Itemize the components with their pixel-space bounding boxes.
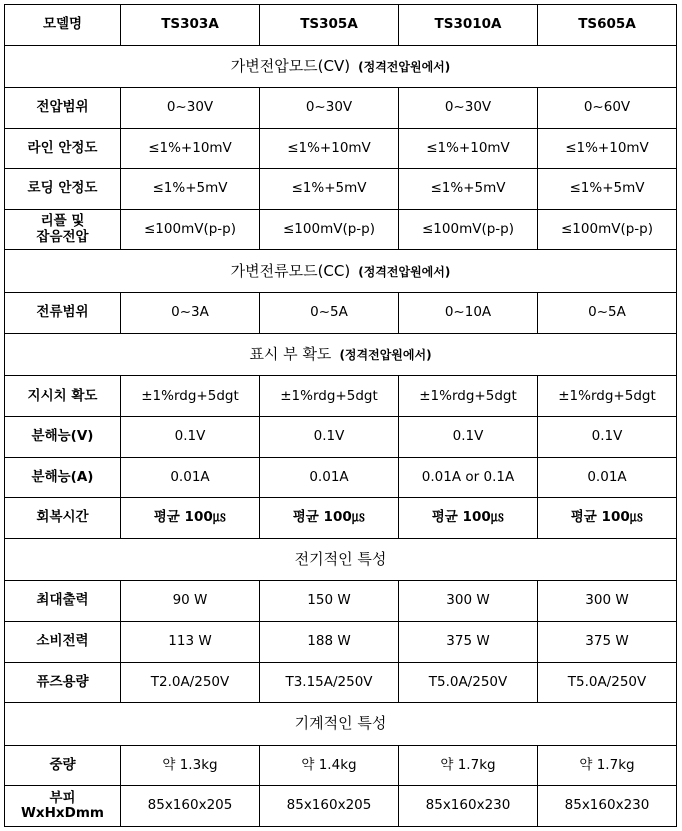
- row-label: 지시치 확도: [5, 376, 121, 417]
- spec-row: [5, 293, 677, 334]
- row-label: 소비전력: [5, 621, 121, 662]
- row-value: ±1%rdg+5dgt: [121, 376, 260, 417]
- row-label: 로딩 안정도: [5, 169, 121, 210]
- row-value: 0.01A: [260, 457, 399, 498]
- row-value: 375 W: [399, 621, 538, 662]
- spec-table-body: [5, 5, 677, 827]
- row-value: 85x160x230: [538, 786, 677, 827]
- row-value: 85x160x205: [121, 786, 260, 827]
- row-value: 300 W: [538, 581, 677, 622]
- row-value: 약 1.7kg: [399, 745, 538, 786]
- row-value: 0~5A: [538, 293, 677, 334]
- section-row: [5, 250, 677, 293]
- row-value: 0.01A: [121, 457, 260, 498]
- spec-row: [5, 786, 677, 827]
- row-value: ≤100mV(p-p): [538, 209, 677, 250]
- spec-row: [5, 745, 677, 786]
- row-value: 약 1.7kg: [538, 745, 677, 786]
- spec-row: [5, 209, 677, 250]
- row-label: 퓨즈용량: [5, 662, 121, 703]
- row-value: 0~3A: [121, 293, 260, 334]
- row-value: ≤1%+5mV: [121, 169, 260, 210]
- spec-row: [5, 169, 677, 210]
- row-value: 375 W: [538, 621, 677, 662]
- row-value: ±1%rdg+5dgt: [260, 376, 399, 417]
- row-value: 0.1V: [399, 417, 538, 458]
- row-value: 평균 100㎲: [121, 498, 260, 539]
- section-heading: [5, 538, 677, 581]
- row-value: 0.01A or 0.1A: [399, 457, 538, 498]
- header-row: [5, 5, 677, 46]
- section-heading: [5, 703, 677, 746]
- row-value: T3.15A/250V: [260, 662, 399, 703]
- spec-row: [5, 581, 677, 622]
- spec-row: [5, 128, 677, 169]
- row-value: ≤1%+10mV: [260, 128, 399, 169]
- row-value: 0~30V: [399, 88, 538, 129]
- row-value: ≤1%+5mV: [399, 169, 538, 210]
- section-note: (정격전압원에서): [358, 59, 451, 74]
- spec-row: [5, 498, 677, 539]
- model-name-0: TS303A: [121, 5, 260, 46]
- spec-row: [5, 457, 677, 498]
- section-title: 표시 부 확도: [249, 344, 332, 363]
- row-value: T2.0A/250V: [121, 662, 260, 703]
- section-heading: [5, 45, 677, 88]
- row-label: 분해능(A): [5, 457, 121, 498]
- section-title: 가변전압모드(CV): [230, 56, 351, 75]
- row-value: ≤1%+5mV: [538, 169, 677, 210]
- row-value: ≤100mV(p-p): [399, 209, 538, 250]
- spec-table: [4, 4, 677, 827]
- section-note: (정격전압원에서): [339, 347, 432, 362]
- row-value: 0.1V: [538, 417, 677, 458]
- spec-row: [5, 662, 677, 703]
- section-row: [5, 45, 677, 88]
- row-value: ≤1%+5mV: [260, 169, 399, 210]
- row-label: 전압범위: [5, 88, 121, 129]
- row-value: ≤1%+10mV: [399, 128, 538, 169]
- row-value: 85x160x230: [399, 786, 538, 827]
- row-value: T5.0A/250V: [399, 662, 538, 703]
- section-title: 기계적인 특성: [294, 714, 387, 733]
- row-value: 0~10A: [399, 293, 538, 334]
- row-value: 약 1.3kg: [121, 745, 260, 786]
- spec-row: [5, 621, 677, 662]
- model-name-1: TS305A: [260, 5, 399, 46]
- row-label: 분해능(V): [5, 417, 121, 458]
- row-value: 약 1.4kg: [260, 745, 399, 786]
- spec-row: [5, 88, 677, 129]
- row-value: 0~30V: [260, 88, 399, 129]
- row-label: 라인 안정도: [5, 128, 121, 169]
- model-name-2: TS3010A: [399, 5, 538, 46]
- row-value: 평균 100㎲: [399, 498, 538, 539]
- row-value: ±1%rdg+5dgt: [399, 376, 538, 417]
- spec-row: [5, 417, 677, 458]
- row-label: 전류범위: [5, 293, 121, 334]
- row-label: 부피 WxHxDmm: [5, 786, 121, 827]
- row-label: 회복시간: [5, 498, 121, 539]
- row-value: ≤100mV(p-p): [121, 209, 260, 250]
- row-value: 150 W: [260, 581, 399, 622]
- section-title: 전기적인 특성: [294, 549, 387, 568]
- section-row: [5, 703, 677, 746]
- row-label: 최대출력: [5, 581, 121, 622]
- row-value: 300 W: [399, 581, 538, 622]
- row-value: 평균 100㎲: [538, 498, 677, 539]
- section-title: 가변전류모드(CC): [230, 261, 351, 280]
- row-value: 0.1V: [260, 417, 399, 458]
- row-value: 0~60V: [538, 88, 677, 129]
- row-value: ≤100mV(p-p): [260, 209, 399, 250]
- row-value: 0.01A: [538, 457, 677, 498]
- model-name-3: TS605A: [538, 5, 677, 46]
- row-value: 0.1V: [121, 417, 260, 458]
- row-label: 중량: [5, 745, 121, 786]
- section-row: [5, 333, 677, 376]
- row-value: 85x160x205: [260, 786, 399, 827]
- row-value: T5.0A/250V: [538, 662, 677, 703]
- section-note: (정격전압원에서): [358, 264, 451, 279]
- row-value: 평균 100㎲: [260, 498, 399, 539]
- section-heading: [5, 250, 677, 293]
- section-heading: [5, 333, 677, 376]
- spec-row: [5, 376, 677, 417]
- model-name-label: 모델명: [5, 5, 121, 46]
- row-value: 0~5A: [260, 293, 399, 334]
- row-value: ≤1%+10mV: [538, 128, 677, 169]
- row-value: 90 W: [121, 581, 260, 622]
- row-value: 188 W: [260, 621, 399, 662]
- row-label: 리플 및 잡음전압: [5, 209, 121, 250]
- section-row: [5, 538, 677, 581]
- row-value: ≤1%+10mV: [121, 128, 260, 169]
- row-value: ±1%rdg+5dgt: [538, 376, 677, 417]
- row-value: 0~30V: [121, 88, 260, 129]
- row-value: 113 W: [121, 621, 260, 662]
